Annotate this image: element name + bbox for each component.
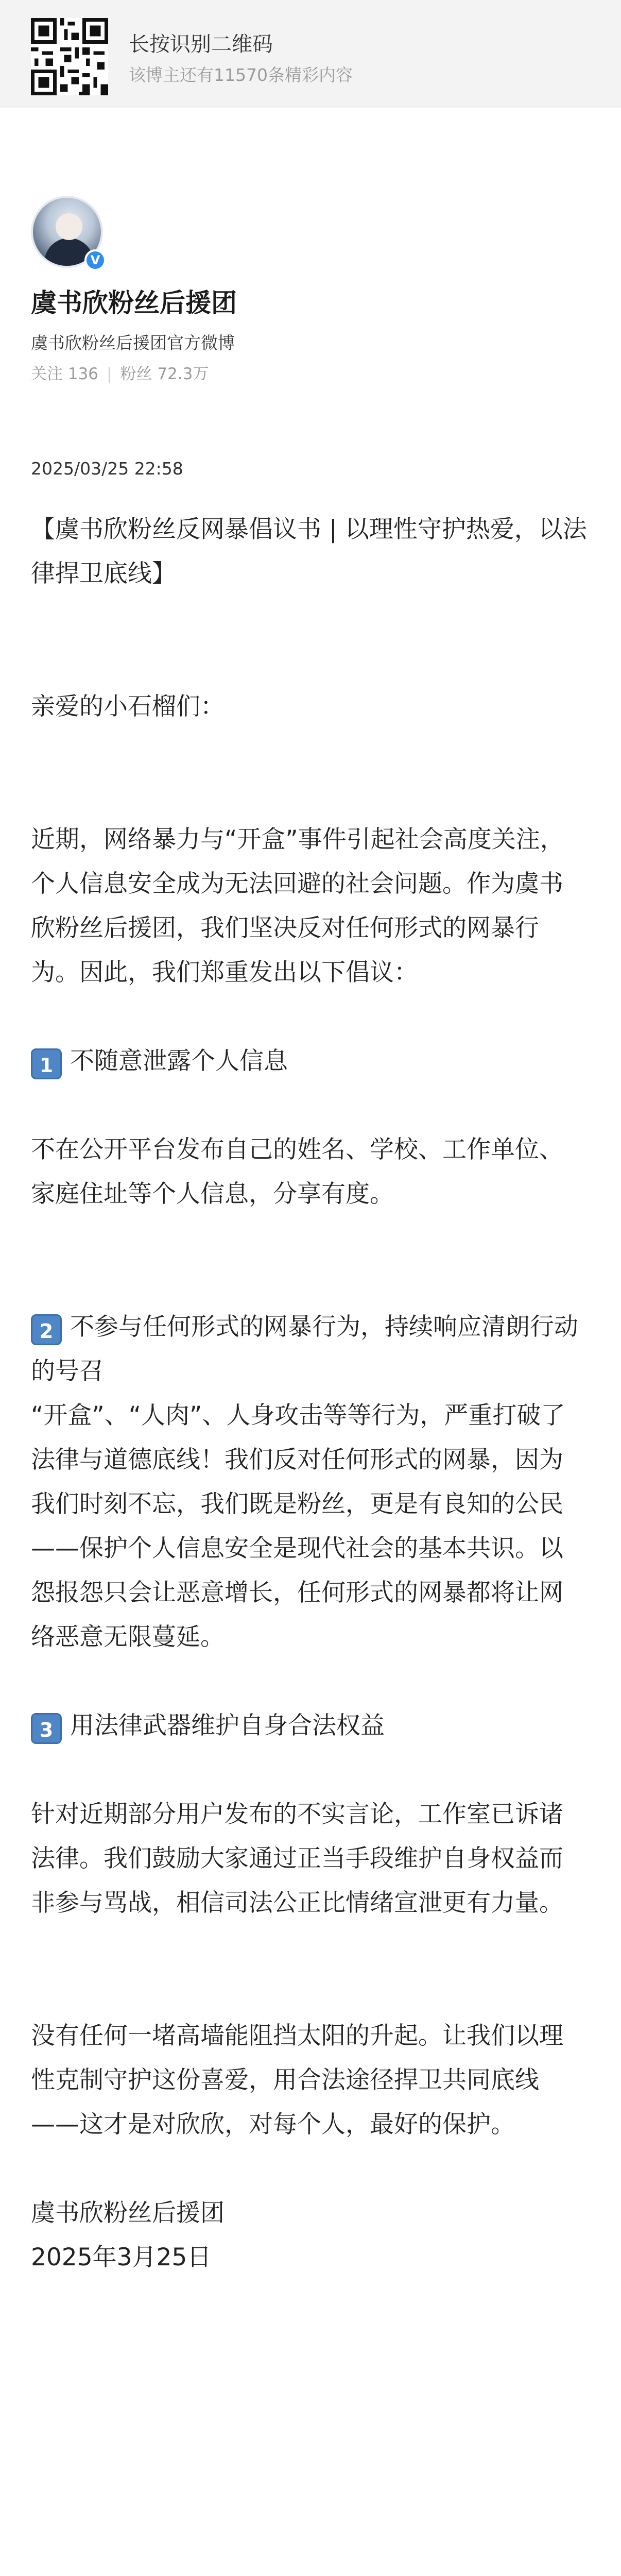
keycap-2-icon: 2	[31, 1314, 62, 1345]
post-body	[31, 507, 587, 2280]
top-qr-banner	[0, 0, 621, 108]
post-title: 【虞书欣粉丝反网暴倡议书 | 以理性守护热爱，以法律捍卫底线】	[31, 515, 587, 588]
verified-badge-icon: V	[84, 249, 106, 271]
following-count: 关注 136	[31, 365, 99, 383]
item1-heading	[31, 1039, 587, 1083]
banner-title: 长按识别二维码	[129, 32, 273, 56]
item3-title: 用法律武器维护自身合法权益	[70, 1711, 385, 1740]
qr-code-icon[interactable]	[31, 18, 108, 95]
avatar-figure-head	[56, 213, 82, 240]
stats-divider: |	[107, 365, 112, 383]
item1-title: 不随意泄露个人信息	[70, 1047, 288, 1075]
spacer	[31, 1216, 587, 1305]
author-stats	[31, 361, 209, 384]
item3-heading	[31, 1704, 587, 1748]
spacer	[31, 729, 587, 818]
followers-count: 粉丝 72.3万	[120, 365, 209, 383]
signature: 虞书欣粉丝后援团	[31, 2199, 225, 2227]
spacer	[31, 596, 587, 685]
spacer	[31, 1083, 587, 1128]
banner-subtitle: 该博主还有11570条精彩内容	[129, 65, 353, 85]
item2-heading	[31, 1305, 587, 1394]
spacer	[31, 1748, 587, 1792]
keycap-1-icon: 1	[31, 1048, 62, 1079]
spacer	[31, 1925, 587, 2014]
spacer	[31, 1659, 587, 1704]
item2-title: 不参与任何形式的网暴行为，持续响应清朗行动的号召	[31, 1313, 578, 1385]
intro-paragraph: 近期，网络暴力与“开盒”事件引起社会高度关注，个人信息安全成为无法回避的社会问题。作为虞书欣粉丝后援团，我们坚决反对任何形式的网暴行为。因此，我们郑重发出以下倡议：	[31, 825, 564, 987]
closing-paragraph: 没有任何一堵高墙能阻挡太阳的升起。让我们以理性克制守护这份喜爱，用合法途径捍卫共同底线——这才是对欣欣，对每个人，最好的保护。	[31, 2022, 563, 2139]
item2-body: “开盒”、“人肉”、人身攻击等等行为，严重打破了法律与道德底线！我们反对任何形式的网暴，因为我们时刻不忘，我们既是粉丝，更是有良知的公民——保护个人信息安全是现代社会的基本共识。以怨报怨只会让恶意增长，任何形式的网暴都将让网络恶意无限蔓延。	[31, 1401, 565, 1651]
author-name[interactable]: 虞书欣粉丝后援团	[31, 288, 237, 318]
item1-body: 不在公开平台发布自己的姓名、学校、工作单位、家庭住址等个人信息，分享有度。	[31, 1136, 563, 1208]
spacer	[31, 2147, 587, 2191]
author-description: 虞书欣粉丝后援团官方微博	[31, 333, 235, 353]
greeting: 亲爱的小石榴们：	[31, 692, 225, 721]
post-timestamp: 2025/03/25 22:58	[31, 459, 183, 479]
signature-date: 2025年3月25日	[31, 2243, 212, 2272]
keycap-3-icon: 3	[31, 1713, 62, 1744]
item3-body: 针对近期部分用户发布的不实言论，工作室已诉诸法律。我们鼓励大家通过正当手段维护自身权益而非参与骂战，相信司法公正比情绪宣泄更有力量。	[31, 1800, 563, 1917]
spacer	[31, 995, 587, 1039]
